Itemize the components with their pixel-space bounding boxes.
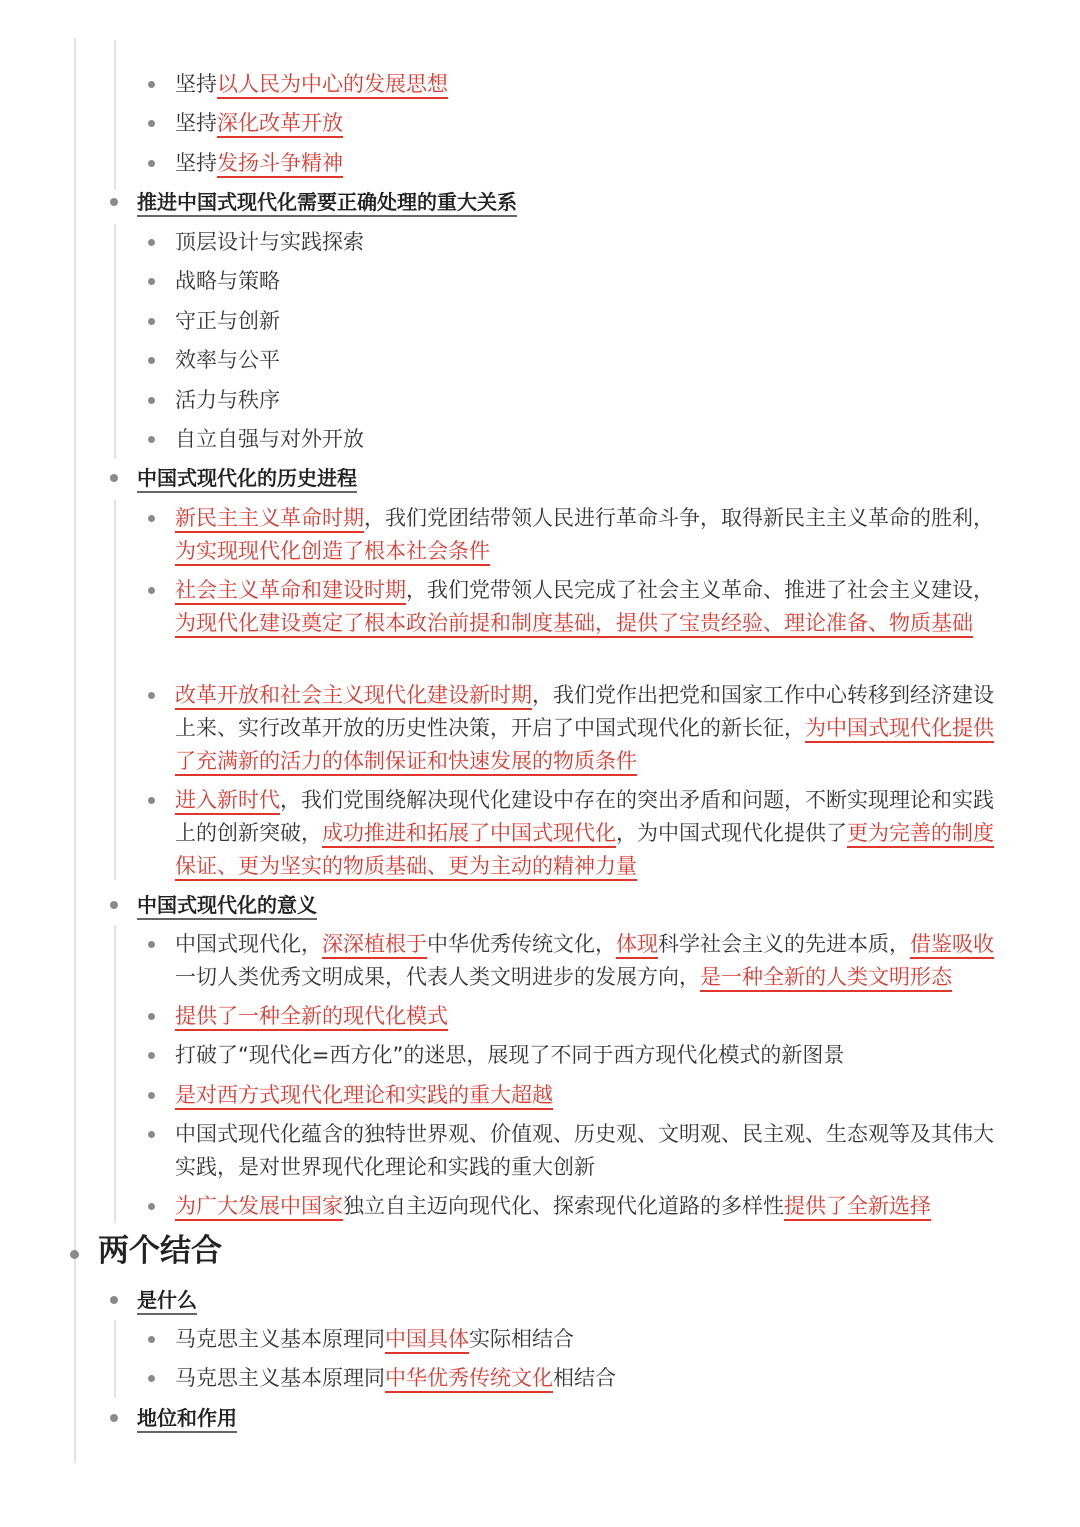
bullet-dot: [148, 81, 155, 88]
outline-item: [175, 107, 1005, 140]
highlight-text: 改革开放和社会主义现代化建设新时期: [175, 683, 532, 710]
bullet-dot: [148, 797, 155, 804]
bullet-dot: [110, 901, 118, 909]
bullet-dot: [148, 1375, 155, 1382]
section-heading-text: 中国式现代化的历史进程: [137, 466, 357, 493]
bullet-dot: [148, 515, 155, 522]
body-text: ，为中国式现代化提供了: [616, 821, 847, 845]
body-text: 坚持: [175, 151, 217, 175]
section-heading-text: 地位和作用: [137, 1406, 237, 1433]
section-heading-history: [137, 462, 357, 495]
section-heading-what: [137, 1284, 197, 1317]
bullet-dot: [148, 436, 155, 443]
body-text: 一切人类优秀文明成果，代表人类文明进步的发展方向，: [175, 965, 700, 989]
outline-item: 战略与策略: [175, 269, 280, 293]
body-text: 相结合: [553, 1366, 616, 1390]
highlight-text: 提供了一种全新的现代化模式: [175, 1004, 448, 1031]
bullet-dot: [148, 1203, 155, 1210]
body-text: ，我们党带领人民完成了社会主义革命、推进了社会主义建设，: [406, 578, 994, 602]
highlight-text: 为广大发展中国家: [175, 1194, 343, 1221]
outline-item: [175, 1190, 1005, 1223]
highlight-text: 社会主义革命和建设时期: [175, 578, 406, 605]
body-text: ，我们党作出把党和国家工作中心转移到经济建设上来、实行改革开放的历史性决策，开启了中国式现代化的新长征，: [175, 683, 994, 740]
outline-item: [175, 928, 1005, 994]
outline-guide-level2-b: [114, 224, 116, 459]
body-text: 坚持: [175, 111, 217, 135]
outline-guide-level2-a: [114, 40, 116, 190]
outline-item: 效率与公平: [175, 348, 280, 372]
highlight-text: 借鉴吸收: [910, 932, 994, 959]
outline-item: [175, 574, 1005, 640]
body-text: ，我们党团结带领人民进行革命斗争，取得新民主主义革命的胜利，: [364, 506, 994, 530]
bullet-dot: [148, 1336, 155, 1343]
body-text: 马克思主义基本原理同: [175, 1327, 385, 1351]
body-text: 实际相结合: [469, 1327, 574, 1351]
bullet-dot: [148, 692, 155, 699]
bullet-dot: [110, 1414, 118, 1422]
outline-item: 自立自强与对外开放: [175, 427, 364, 451]
highlight-text: 提供了全新选择: [784, 1194, 931, 1221]
outline-item: [175, 1039, 1005, 1072]
body-text: 科学社会主义的先进本质，: [658, 932, 910, 956]
bullet-dot: [148, 1131, 155, 1138]
body-text: 中国式现代化，: [175, 932, 322, 956]
outline-item: [175, 784, 1005, 883]
highlight-text: 体现: [616, 932, 658, 959]
highlight-text: 为现代化建设奠定了根本政治前提和制度基础，提供了宝贵经验、理论准备、物质基础: [175, 611, 973, 638]
body-text: 中华优秀传统文化，: [427, 932, 616, 956]
outline-item: [175, 679, 1005, 778]
highlight-text: 更为完善的制度保证、更为坚实的物质基础、更为主动的精神力量: [175, 821, 994, 881]
body-text: 独立自主迈向现代化、探索现代化道路的多样性: [343, 1194, 784, 1218]
outline-guide-level2-e: [114, 1320, 116, 1398]
outline-item: [175, 147, 1005, 180]
bullet-dot: [148, 941, 155, 948]
bullet-dot: [148, 318, 155, 325]
outline-item: 活力与秩序: [175, 388, 280, 412]
highlight-text: 深化改革开放: [217, 111, 343, 138]
highlight-text: 新民主主义革命时期: [175, 506, 364, 533]
body-text: 坚持: [175, 72, 217, 96]
highlight-text: 为中国式现代化提供了充满新的活力的体制保证和快速发展的物质条件: [175, 716, 994, 776]
bullet-dot: [148, 1013, 155, 1020]
outline-guide-level2-d: [114, 925, 116, 1223]
highlight-text: 以人民为中心的发展思想: [217, 72, 448, 99]
section-heading-relations: [137, 186, 517, 219]
outline-item: [175, 1323, 1005, 1356]
section-heading-text: 是什么: [137, 1288, 197, 1315]
bullet-dot: [148, 357, 155, 364]
section-heading-significance: [137, 889, 317, 922]
main-heading-two-combinations: 两个结合: [98, 1233, 222, 1269]
bullet-dot: [148, 160, 155, 167]
outline-item: [175, 1118, 1005, 1184]
section-heading-text: 推进中国式现代化需要正确处理的重大关系: [137, 190, 517, 217]
body-text: ，我们党围绕解决现代化建设中存在的突出矛盾和问题，不断实现理论和实践上的创新突破，: [175, 788, 994, 845]
highlight-text: 进入新时代: [175, 788, 280, 815]
highlight-text: 为实现现代化创造了根本社会条件: [175, 539, 490, 566]
highlight-text: 深深植根于: [322, 932, 427, 959]
highlight-text: 中华优秀传统文化: [385, 1366, 553, 1393]
outline-item: [175, 1000, 1005, 1033]
bullet-dot: [148, 1052, 155, 1059]
bullet-dot: [148, 239, 155, 246]
bullet-dot: [110, 1296, 118, 1304]
outline-item: 顶层设计与实践探索: [175, 230, 364, 254]
bullet-dot: [70, 1250, 79, 1259]
highlight-text: 成功推进和拓展了中国式现代化: [322, 821, 616, 848]
outline-item: [175, 68, 1005, 101]
highlight-text: 中国具体: [385, 1327, 469, 1354]
bullet-dot: [148, 278, 155, 285]
bullet-dot: [148, 587, 155, 594]
bullet-dot: [148, 397, 155, 404]
section-heading-text: 中国式现代化的意义: [137, 893, 317, 920]
outline-item: [175, 1079, 1005, 1112]
bullet-dot: [110, 198, 118, 206]
body-text: 马克思主义基本原理同: [175, 1366, 385, 1390]
bullet-dot: [148, 120, 155, 127]
body-text: 打破了“现代化=西方化”的迷思，展现了不同于西方现代化模式的新图景: [175, 1043, 845, 1067]
outline-item: 守正与创新: [175, 309, 280, 333]
highlight-text: 是对西方式现代化理论和实践的重大超越: [175, 1083, 553, 1110]
bullet-dot: [148, 1092, 155, 1099]
body-text: 中国式现代化蕴含的独特世界观、价值观、历史观、文明观、民主观、生态观等及其伟大实践，是对世界现代化理论和实践的重大创新: [175, 1122, 994, 1179]
highlight-text: 是一种全新的人类文明形态: [700, 965, 952, 992]
section-heading-role: [137, 1402, 237, 1435]
highlight-text: 发扬斗争精神: [217, 151, 343, 178]
outline-item: [175, 502, 1005, 568]
bullet-dot: [110, 474, 118, 482]
outline-guide-level2-c: [114, 500, 116, 880]
outline-item: [175, 1362, 1005, 1395]
